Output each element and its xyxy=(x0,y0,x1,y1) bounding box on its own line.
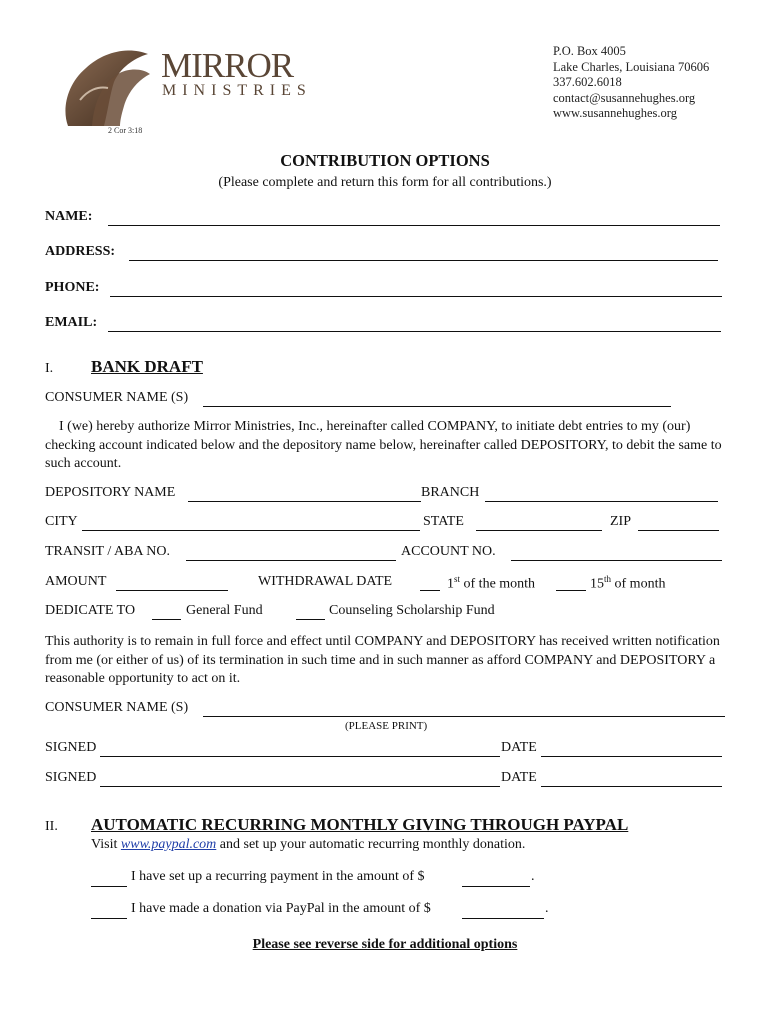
paypal-donation-checkbox[interactable] xyxy=(91,918,127,919)
section-2-number: II. xyxy=(45,819,58,834)
signed-1-field[interactable] xyxy=(100,756,500,757)
general-fund-checkbox[interactable] xyxy=(152,619,181,620)
contact-po-box: P.O. Box 4005 xyxy=(553,44,626,58)
first-of-month-checkbox[interactable] xyxy=(420,590,440,591)
email-label: EMAIL: xyxy=(45,315,98,330)
city-label: CITY xyxy=(45,514,78,529)
consumer-name-field[interactable] xyxy=(203,406,671,407)
consumer-name-2-label: CONSUMER NAME (S) xyxy=(45,700,189,715)
signed-2-field[interactable] xyxy=(100,786,500,787)
zip-field[interactable] xyxy=(638,530,719,531)
form-subtitle: (Please complete and return this form for all contributions.) xyxy=(218,175,552,190)
signed-2-label: SIGNED xyxy=(45,770,97,785)
authorization-paragraph: I (we) hereby authorize Mirror Ministries, Inc., hereinafter called COMPANY, to initiate debt entries to my (our) checking account indicated below and the depository name below, hereinafter called DEPOSITORY, to debit the same to such account. xyxy=(45,419,722,471)
name-label: NAME: xyxy=(45,209,93,224)
counseling-fund-checkbox[interactable] xyxy=(296,619,325,620)
address-label: ADDRESS: xyxy=(45,244,116,259)
consumer-name-2-field[interactable] xyxy=(203,716,725,717)
counseling-fund-label: Counseling Scholarship Fund xyxy=(329,603,495,618)
please-print-note: (PLEASE PRINT) xyxy=(345,720,428,732)
mirror-ministries-logo xyxy=(58,40,328,140)
paypal-donation-amount-field[interactable] xyxy=(462,918,544,919)
date-1-label: DATE xyxy=(501,740,537,755)
visit-text: Visit xyxy=(91,837,118,852)
dedicate-to-label: DEDICATE TO xyxy=(45,603,136,618)
contact-phone: 337.602.6018 xyxy=(553,75,622,89)
signed-1-label: SIGNED xyxy=(45,740,97,755)
first-of-month-label: 1st of the month xyxy=(447,574,536,592)
authority-paragraph: This authority is to remain in full force and effect until COMPANY and DEPOSITORY has received written notification from me (or either of us) of its termination in such time and in such manner as afford COMPANY and DEPOSITORY a reasonable opportunity to act on it. xyxy=(45,634,720,686)
recurring-payment-label: I have set up a recurring payment in the amount of $ xyxy=(131,869,425,884)
address-field[interactable] xyxy=(129,260,718,261)
date-2-label: DATE xyxy=(501,770,537,785)
fifteenth-of-month-label: 15th of month xyxy=(590,574,666,592)
praying-figure-logo-icon xyxy=(58,40,158,130)
phone-field[interactable] xyxy=(110,296,722,297)
fifteenth-of-month-checkbox[interactable] xyxy=(556,590,586,591)
contact-email: contact@susannehughes.org xyxy=(553,90,696,105)
amount-label: AMOUNT xyxy=(45,574,107,589)
logo-wordmark-mirror: MIRROR xyxy=(161,46,294,85)
account-field[interactable] xyxy=(511,560,722,561)
transit-field[interactable] xyxy=(186,560,396,561)
depository-name-label: DEPOSITORY NAME xyxy=(45,485,176,500)
section-1-number: I. xyxy=(45,361,54,376)
depository-name-field[interactable] xyxy=(188,501,421,502)
general-fund-label: General Fund xyxy=(186,603,263,618)
email-field[interactable] xyxy=(108,331,721,332)
logo-wordmark-ministries: MINISTRIES xyxy=(162,82,312,99)
paypal-donation-label: I have made a donation via PayPal in the amount of $ xyxy=(131,901,431,916)
account-label: ACCOUNT NO. xyxy=(401,544,496,559)
reverse-side-note: Please see reverse side for additional options xyxy=(252,937,518,952)
visit-rest-text: and set up your automatic recurring monthly donation. xyxy=(219,837,526,852)
recurring-payment-checkbox[interactable] xyxy=(91,886,127,887)
withdrawal-date-label: WITHDRAWAL DATE xyxy=(258,574,393,589)
state-label: STATE xyxy=(423,514,464,529)
consumer-name-label: CONSUMER NAME (S) xyxy=(45,390,189,405)
date-2-field[interactable] xyxy=(541,786,722,787)
contact-city: Lake Charles, Louisiana 70606 xyxy=(553,59,710,74)
paypal-instructions xyxy=(91,837,525,853)
date-1-field[interactable] xyxy=(541,756,722,757)
city-field[interactable] xyxy=(82,530,420,531)
branch-label: BRANCH xyxy=(421,485,480,500)
amount-field[interactable] xyxy=(116,590,228,591)
contact-block xyxy=(553,44,709,122)
zip-label: ZIP xyxy=(610,514,631,529)
state-field[interactable] xyxy=(476,530,602,531)
name-field[interactable] xyxy=(108,225,720,226)
transit-label: TRANSIT / ABA NO. xyxy=(45,544,170,559)
phone-label: PHONE: xyxy=(45,280,100,295)
contact-website: www.susannehughes.org xyxy=(553,106,677,120)
paypal-link[interactable]: www.paypal.com xyxy=(120,837,217,852)
donation-period: . xyxy=(545,901,549,916)
branch-field[interactable] xyxy=(485,501,718,502)
form-title: CONTRIBUTION OPTIONS xyxy=(280,151,490,170)
section-2-title: AUTOMATIC RECURRING MONTHLY GIVING THROUGH PAYPAL xyxy=(91,815,629,834)
section-1-title: BANK DRAFT xyxy=(91,357,203,376)
logo-verse: 2 Cor 3:18 xyxy=(108,126,143,135)
recurring-period: . xyxy=(531,869,535,884)
recurring-amount-field[interactable] xyxy=(462,886,530,887)
